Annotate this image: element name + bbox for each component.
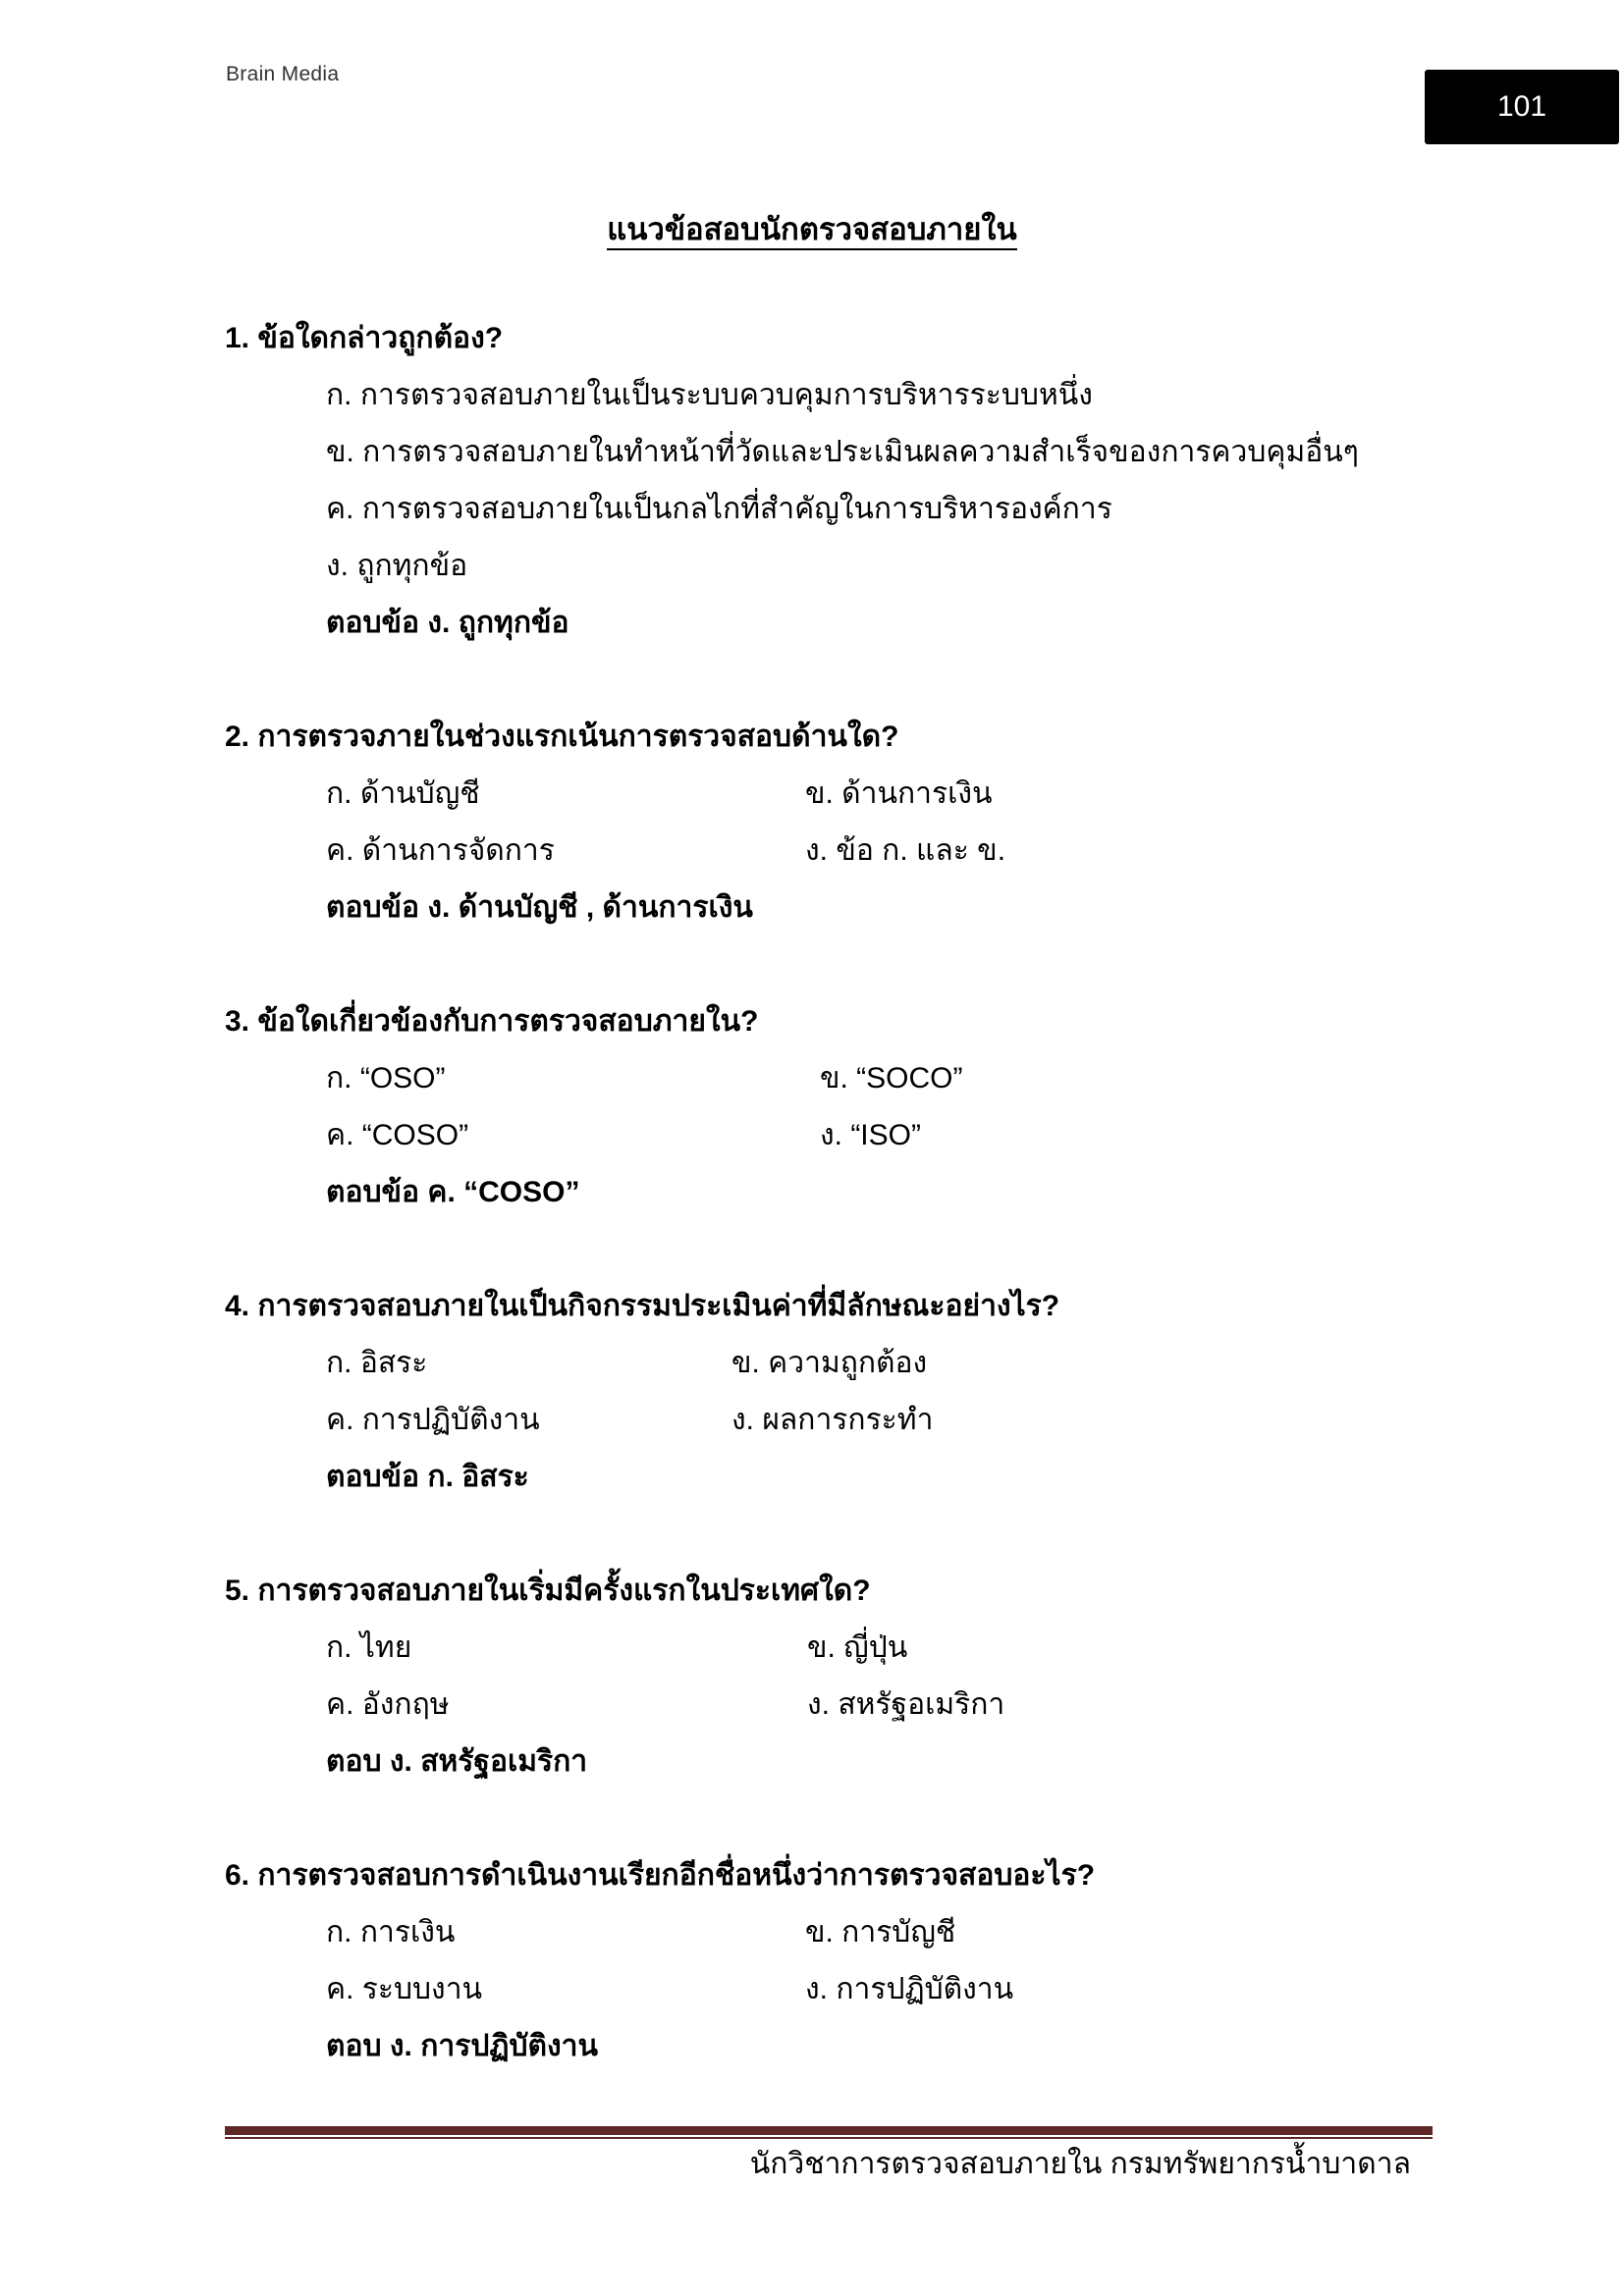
option: ง. ข้อ ก. และ ข. [805,834,1006,867]
answer-line: ตอบ ง. สหรัฐอเมริกา [326,1745,588,1778]
footer-rule-thin [225,2137,1433,2139]
answer-line: ตอบข้อ ก. อิสระ [326,1461,529,1493]
question-block [225,1847,1399,2075]
question-heading: 5. การตรวจสอบภายในเริ่มมีครั้งแรกในประเทศใด? [225,1575,871,1607]
option: ค. การตรวจสอบภายในเป็นกลไกที่สำคัญในการบริหารองค์การ [326,493,1112,525]
option-row [326,1620,1399,1677]
question-heading: 1. ข้อใดกล่าวถูกต้อง? [225,322,504,354]
option-row [326,1961,1399,2018]
title-row [225,201,1399,264]
question-block [225,993,1399,1221]
question-heading: 3. ข้อใดเกี่ยวข้องกับการตรวจสอบภายใน? [225,1005,759,1038]
question-heading: 4. การตรวจสอบภายในเป็นกิจกรรมประเมินค่าที่มีลักษณะอย่างไร? [225,1290,1060,1322]
option: ก. ไทย [326,1631,412,1664]
option: ก. ด้านบัญชี [326,777,480,810]
option-row [326,1677,1399,1734]
option: ง. ผลการกระทำ [731,1404,934,1436]
option: ง. สหรัฐอเมริกา [807,1688,1005,1721]
footer-text: นักวิชาการตรวจสอบภายใน กรมทรัพยากรน้ำบาดาล [749,2148,1411,2180]
question-options [225,367,1399,595]
question-block [225,1563,1399,1790]
option: ก. อิสระ [326,1347,428,1379]
document-body [225,0,1399,2132]
question-options [225,766,1399,880]
option: ค. ระบบงาน [326,1973,483,2005]
option-row [326,766,1399,823]
answer-line: ตอบข้อ ง. ถูกทุกข้อ [326,607,569,639]
option: ข. “SOCO” [820,1062,963,1095]
question-options [225,1335,1399,1449]
option: ข. การตรวจสอบภายในทำหน้าที่วัดและประเมินผลความสำเร็จของการควบคุมอื่นๆ [326,436,1359,468]
option: ง. ถูกทุกข้อ [326,550,468,582]
question-block [225,1278,1399,1506]
questions [225,310,1399,2075]
question-block [225,709,1399,936]
option: ข. ด้านการเงิน [805,777,993,810]
option-row [326,1335,1399,1392]
option: ค. ด้านการจัดการ [326,834,555,867]
option: ข. ความถูกต้อง [731,1347,928,1379]
option: ง. การปฏิบัติงาน [805,1973,1014,2005]
option: ก. การเงิน [326,1916,456,1949]
footer-rule-thick [225,2126,1433,2135]
page-title: แนวข้อสอบนักตรวจสอบภายใน [607,212,1016,250]
option: ค. “COSO” [326,1119,469,1151]
answer-line: ตอบ ง. การปฏิบัติงาน [326,2030,599,2062]
question-options [225,1050,1399,1164]
option-row [326,1904,1399,1961]
question-heading: 2. การตรวจภายในช่วงแรกเน้นการตรวจสอบด้านใด? [225,721,899,753]
question-options [225,1904,1399,2018]
option-row [326,1107,1399,1164]
brand-label: Brain Media [226,63,340,85]
question-heading: 6. การตรวจสอบการดำเนินงานเรียกอีกชื่อหนึ่งว่าการตรวจสอบอะไร? [225,1859,1096,1892]
option: ค. การปฏิบัติงาน [326,1404,540,1436]
question-block [225,310,1399,652]
option-row [326,823,1399,880]
option: ข. การบัญชี [805,1916,956,1949]
option: ก. การตรวจสอบภายในเป็นระบบควบคุมการบริหารระบบหนึ่ง [326,379,1093,411]
option: ค. อังกฤษ [326,1688,450,1721]
option-row [326,1050,1399,1107]
option: ง. “ISO” [820,1119,921,1151]
page-number-badge: 101 [1425,70,1619,144]
page-footer [225,2126,1433,2185]
answer-line: ตอบข้อ ง. ด้านบัญชี , ด้านการเงิน [326,891,753,924]
option: ข. ญี่ปุ่น [807,1631,908,1664]
answer-line: ตอบข้อ ค. “COSO” [326,1176,580,1208]
option: ก. “OSO” [326,1062,446,1095]
question-options [225,1620,1399,1734]
option-row [326,1392,1399,1449]
